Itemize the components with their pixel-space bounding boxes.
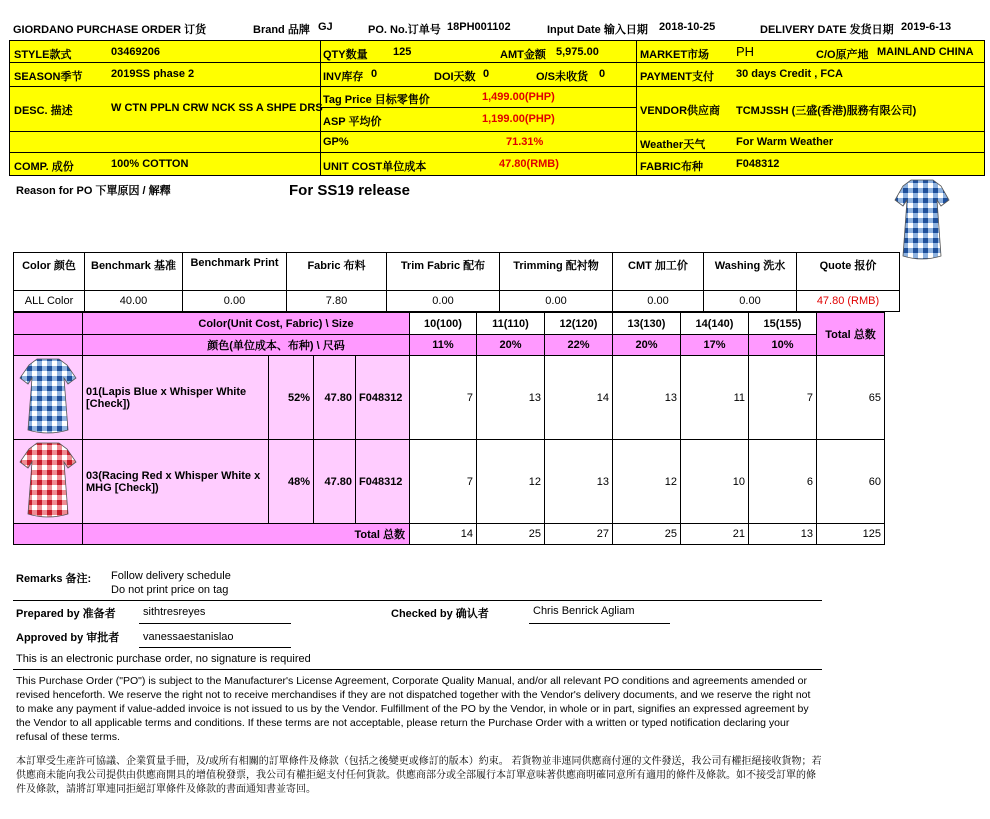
- cost-header-color: Color 颜色: [14, 253, 85, 291]
- color-fabric: F048312: [356, 440, 410, 524]
- unit-cost-value: 47.80(RMB): [499, 158, 559, 170]
- qty-cell: 6: [749, 440, 817, 524]
- approved-by-label: Approved by 审批者: [16, 632, 120, 644]
- size-total: 27: [545, 524, 613, 545]
- swatch-cell: [14, 356, 83, 440]
- size-total: 25: [477, 524, 545, 545]
- cost-breakdown-table: [13, 252, 900, 312]
- cost-header-quote: Quote 报价: [797, 253, 900, 291]
- ratio-12: 22%: [545, 335, 613, 356]
- qty-cell: 13: [613, 356, 681, 440]
- reason-text: For SS19 release: [289, 182, 410, 199]
- delivery-date-value: 2019-6-13: [901, 21, 952, 33]
- cost-header-washing: Washing 洗水: [704, 253, 797, 291]
- color-unit-cost: 47.80: [314, 440, 356, 524]
- input-date-label: Input Date 输入日期: [547, 24, 648, 36]
- asp-label: ASP 平均价: [323, 116, 382, 128]
- color-unit-cost: 47.80: [314, 356, 356, 440]
- terms-english: This Purchase Order ("PO") is subject to the Manufacturer's License Agreement, Corporate Quality Manual, and/or all relevant PO conditions and agreements amended or revised henceforth. We reserve the right not to receive merchandises if they are not dispatched together with the Vendor's delivery documents, and we reserve the right not to make any payment if value-added invoice is not issued to us by the Vendor. Fulfillment of the PO by the Vendor, in whole or in part, signifies an expressed agreement by the Vendor to all applicable terms and conditions. If these terms are not acceptable, please return the Purchase Order with a written or typed notification declaring your refusal of these terms.: [16, 675, 811, 743]
- ratio-11: 20%: [477, 335, 545, 356]
- qty-label: QTY数量: [323, 49, 368, 61]
- red-check-dress-swatch: [17, 440, 79, 520]
- fabric-label: FABRIC布种: [640, 161, 703, 173]
- totals-row: [14, 524, 885, 545]
- fabric-value: F048312: [736, 158, 780, 170]
- payment-label: PAYMENT支付: [640, 71, 714, 83]
- cost-value-benchmark: 40.00: [85, 291, 183, 312]
- cost-value-trim-fabric: 0.00: [387, 291, 500, 312]
- size-total: 25: [613, 524, 681, 545]
- electronic-note: This is an electronic purchase order, no signature is required: [16, 653, 311, 665]
- color-percent: 52%: [269, 356, 314, 440]
- row-total: 60: [817, 440, 885, 524]
- row-total: 65: [817, 356, 885, 440]
- vendor-label: VENDOR供应商: [640, 105, 721, 117]
- size-header-line2: 颜色(单位成本、布种) \ 尺码: [83, 335, 410, 356]
- delivery-date-label: DELIVERY DATE 发货日期: [760, 24, 894, 36]
- size-header-10: 10(100): [410, 313, 477, 335]
- input-date-value: 2018-10-25: [659, 21, 716, 33]
- size-header-14: 14(140): [681, 313, 749, 335]
- amt-label: AMT金额: [500, 49, 546, 61]
- po-info-grid: [9, 40, 985, 176]
- market-label: MARKET市场: [640, 49, 710, 61]
- product-thumbnail: [893, 178, 951, 262]
- cost-header-trimming: Trimming 配衬物: [500, 253, 613, 291]
- qty-value: 125: [393, 46, 412, 58]
- doi-label: DOI天数: [434, 71, 476, 83]
- market-value: PH: [736, 44, 755, 59]
- unit-cost-label: UNIT COST单位成本: [323, 161, 427, 173]
- color-percent: 48%: [269, 440, 314, 524]
- prepared-by-label: Prepared by 准备者: [16, 608, 116, 620]
- cost-value-trimming: 0.00: [500, 291, 613, 312]
- brand-label: Brand 品牌: [253, 24, 310, 36]
- doi-value: 0: [483, 68, 490, 80]
- qty-cell: 7: [410, 440, 477, 524]
- reason-label: Reason for PO 下單原因 / 解釋: [16, 185, 171, 197]
- checked-by-label: Checked by 确认者: [391, 608, 489, 620]
- tag-price-label: Tag Price 目标零售价: [323, 94, 430, 106]
- prepared-by-value: sithtresreyes: [143, 606, 206, 618]
- os-value: 0: [599, 68, 606, 80]
- season-value: 2019SS phase 2: [111, 68, 195, 80]
- style-value: 03469206: [111, 46, 160, 58]
- grand-total: 125: [817, 524, 885, 545]
- cost-header-trim-fabric: Trim Fabric 配布: [387, 253, 500, 291]
- origin-value: MAINLAND CHINA: [877, 46, 974, 58]
- color-name: 03(Racing Red x Whisper White x MHG [Check]): [83, 440, 269, 524]
- color-size-table: [13, 312, 885, 545]
- style-label: STYLE款式: [14, 49, 72, 61]
- amt-value: 5,975.00: [556, 46, 599, 58]
- blue-check-dress-swatch: [17, 356, 79, 436]
- origin-label: C/O原产地: [816, 49, 869, 61]
- season-label: SEASON季节: [14, 71, 83, 83]
- tag-price-value: 1,499.00(PHP): [482, 91, 555, 103]
- qty-cell: 7: [749, 356, 817, 440]
- size-header-12: 12(120): [545, 313, 613, 335]
- totals-label: Total 总数: [83, 524, 410, 545]
- qty-cell: 7: [410, 356, 477, 440]
- color-fabric: F048312: [356, 356, 410, 440]
- cost-value-fabric: 7.80: [287, 291, 387, 312]
- cost-value-cmt: 0.00: [613, 291, 704, 312]
- cost-header-benchmark-print: Benchmark Print: [183, 253, 287, 291]
- cost-header-cmt: CMT 加工价: [613, 253, 704, 291]
- qty-cell: 12: [613, 440, 681, 524]
- size-total: 13: [749, 524, 817, 545]
- inventory-value: 0: [371, 68, 378, 80]
- remarks-line-1: Follow delivery schedule: [111, 570, 231, 582]
- cost-value-benchmark-print: 0.00: [183, 291, 287, 312]
- size-total: 21: [681, 524, 749, 545]
- checked-by-value: Chris Benrick Agliam: [533, 605, 635, 617]
- qty-cell: 14: [545, 356, 613, 440]
- remarks-line-2: Do not print price on tag: [111, 584, 229, 596]
- size-total: 14: [410, 524, 477, 545]
- qty-cell: 13: [477, 356, 545, 440]
- ratio-15: 10%: [749, 335, 817, 356]
- ratio-10: 11%: [410, 335, 477, 356]
- approved-by-value: vanessaestanislao: [143, 631, 234, 643]
- qty-cell: 12: [477, 440, 545, 524]
- gp-label: GP%: [323, 136, 349, 148]
- remarks-label: Remarks 备注:: [16, 573, 92, 585]
- os-label: O/S未收货: [536, 71, 588, 83]
- description-value: W CTN PPLN CRW NCK SS A SHPE DRS: [111, 102, 323, 114]
- size-header-13: 13(130): [613, 313, 681, 335]
- qty-cell: 11: [681, 356, 749, 440]
- table-row: [14, 356, 885, 440]
- table-row: [14, 440, 885, 524]
- cost-value-washing: 0.00: [704, 291, 797, 312]
- vendor-value: TCMJSSH (三盛(香港)服務有限公司): [736, 105, 917, 117]
- cost-header-benchmark: Benchmark 基准: [85, 253, 183, 291]
- weather-label: Weather天气: [640, 139, 706, 151]
- size-header-line1: Color(Unit Cost, Fabric) \ Size: [83, 313, 410, 335]
- size-header-15: 15(155): [749, 313, 817, 335]
- inventory-label: INV库存: [323, 71, 364, 83]
- swatch-cell: [14, 440, 83, 524]
- po-number-value: 18PH001102: [447, 21, 511, 33]
- terms-chinese: 本訂單受生產許可協議、企業質量手冊，及/或所有相關的訂單條件及條款（包括之後變更或修訂的版本）約束。 若貨物並非連同供應商付運的文件發送，我公司有權拒絕接收貨物；若供應商未能向我公司提供由供應商開具的增值稅發票，我公司有權拒絕支付任何貨款。供應商部分或全部履行本訂單意味著供應商明確同意所有適用的條件及條款。如不接受訂單的條件及條款，請將訂單連同拒絕訂單條件及條款的書面通知書並寄回。: [16, 756, 822, 795]
- composition-value: 100% COTTON: [111, 158, 189, 170]
- total-header: Total 总数: [817, 313, 885, 356]
- asp-value: 1,199.00(PHP): [482, 113, 555, 125]
- brand-value: GJ: [318, 21, 333, 33]
- composition-label: COMP. 成份: [14, 161, 74, 173]
- qty-cell: 13: [545, 440, 613, 524]
- size-header-11: 11(110): [477, 313, 545, 335]
- cost-value-color: ALL Color: [14, 291, 85, 312]
- weather-value: For Warm Weather: [736, 136, 834, 148]
- page-title: GIORDANO PURCHASE ORDER 订货: [13, 24, 207, 36]
- cost-value-quote: 47.80 (RMB): [797, 291, 900, 312]
- ratio-13: 20%: [613, 335, 681, 356]
- gp-value: 71.31%: [506, 136, 544, 148]
- po-number-label: PO. No.订单号: [368, 24, 441, 36]
- payment-value: 30 days Credit , FCA: [736, 68, 843, 80]
- description-label: DESC. 描述: [14, 105, 73, 117]
- qty-cell: 10: [681, 440, 749, 524]
- cost-header-fabric: Fabric 布料: [287, 253, 387, 291]
- ratio-14: 17%: [681, 335, 749, 356]
- color-name: 01(Lapis Blue x Whisper White [Check]): [83, 356, 269, 440]
